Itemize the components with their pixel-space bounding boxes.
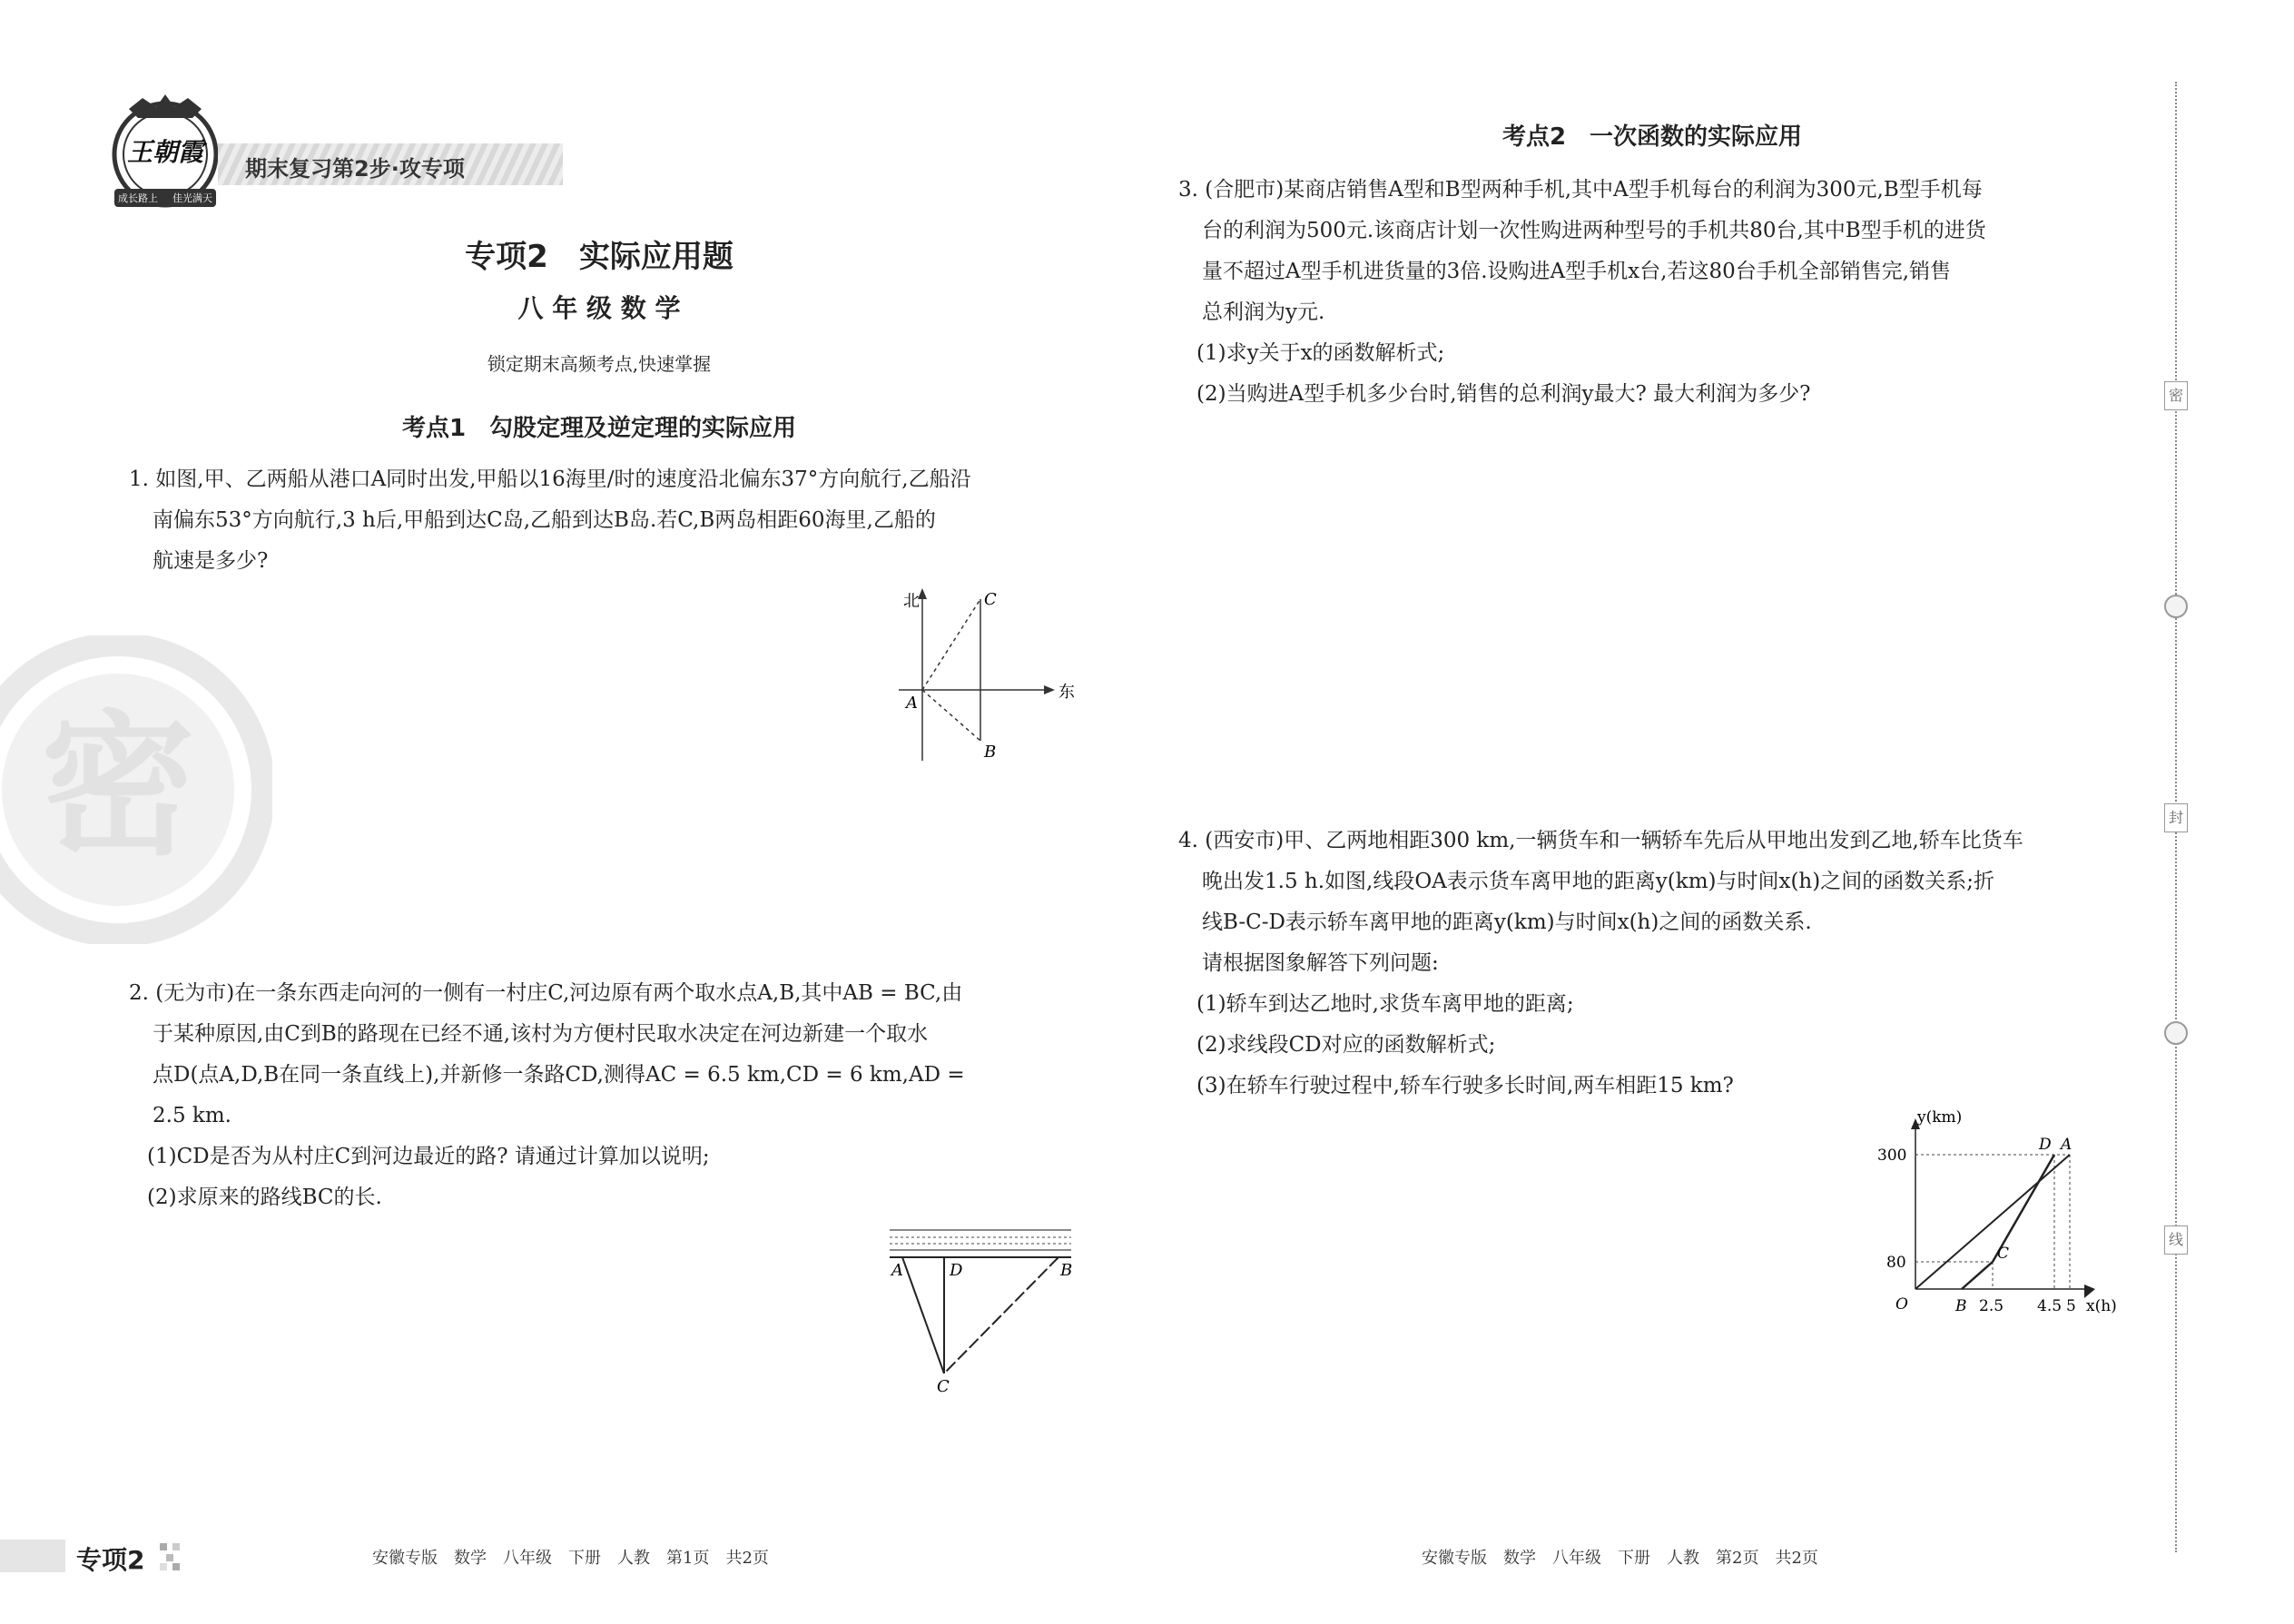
logo-motto-right: 佳光满天 [172,192,212,204]
q1-line: 1. 如图,甲、乙两船从港口A同时出发,甲船以16海里/时的速度沿北偏东37°方向航行,乙船沿 [129,468,971,491]
logo-motto-left: 成长路上 [118,192,158,204]
logo-name: 王朝霞 [126,137,203,167]
q2-line: (1)CD是否为从村庄C到河边最近的路? 请通过计算加以说明; [147,1145,710,1168]
watermark-seal [0,635,272,944]
fig2-point-b: B [1060,1261,1073,1280]
q4-line: 晚出发1.5 h.如图,线段OA表示货车离甲地的距离y(km)与时间x(h)之间的函数关系;折 [1202,870,1994,893]
graph-origin: O [1895,1295,1908,1314]
graph-point-a: A [2061,1136,2072,1154]
grade-title: 八 年 级 数 学 [517,293,681,323]
q1-figure [890,581,1089,772]
graph-x-tick-2-5: 2.5 [1979,1297,2004,1315]
section1-heading: 考点1 勾股定理及逆定理的实际应用 [401,415,797,442]
q4-line: 线B-C-D表示轿车离甲地的距离y(km)与时间x(h)之间的函数关系. [1202,910,1812,934]
q2-line: 2. (无为市)在一条东西走向河的一侧有一村庄C,河边原有两个取水点A,B,其中AB = BC,由 [129,981,963,1005]
page-title: 专项2 实际应用题 [465,239,733,275]
margin-mark-feng: 封 [2164,803,2188,832]
graph-point-c: C [1997,1245,2010,1263]
footer-badge-bar [0,1540,65,1572]
fig1-point-c: C [984,590,997,609]
banner-text: 期末复习第2步·攻专项 [245,156,465,182]
q4-line: (3)在轿车行驶过程中,轿车行驶多长时间,两车相距15 km? [1196,1074,1734,1097]
watermark-text: 密 [40,695,196,877]
q2-line: 点D(点A,D,B在同一条直线上),并新修一条路CD,测得AC = 6.5 km,CD = 6 km,AD = [153,1063,965,1087]
q4-line: 4. (西安市)甲、乙两地相距300 km,一辆货车和一辆轿车先后从甲地出发到乙地,轿车比货车 [1178,829,2023,852]
q2-line: (2)求原来的路线BC的长. [147,1186,382,1209]
graph-x-tick-4-5: 4.5 [2037,1297,2063,1315]
q3-text [1178,170,2159,415]
margin-mark-mi: 密 [2164,381,2188,410]
graph-x-label: x(h) [2086,1297,2117,1315]
header-banner [218,143,563,185]
footer-right: 安徽专版 数学 八年级 下册 人教 第2页 共2页 [1422,1549,1818,1568]
graph-y-tick-80: 80 [1886,1254,1906,1272]
tagline: 锁定期末高频考点,快速掌握 [487,353,712,375]
q3-line: 总利润为y元. [1202,300,1325,324]
q4-line: 请根据图象解答下列问题: [1202,951,1439,975]
graph-point-d: D [2039,1136,2052,1154]
binding-seal-icon [2164,1021,2188,1045]
section2-heading: 考点2 一次函数的实际应用 [1501,123,1803,151]
q2-line: 2.5 km. [153,1104,231,1127]
graph-point-b: B [1955,1297,1967,1315]
brand-logo [102,91,229,218]
q1-line: 航速是多少? [153,549,269,573]
q2-figure [881,1221,1080,1393]
footer-dots [160,1543,187,1570]
q4-graph [1861,1107,2133,1316]
q2-line: 于某种原因,由C到B的路现在已经不通,该村为方便村民取水决定在河边新建一个取水 [153,1022,929,1046]
fig1-point-a: A [906,694,918,713]
graph-y-tick-300: 300 [1877,1147,1907,1165]
q4-text [1178,821,2159,1107]
q3-line: 台的利润为500元.该商店计划一次性购进两种型号的手机共80台,其中B型手机的进货 [1202,219,1986,242]
graph-x-tick-5: 5 [2066,1297,2076,1315]
q4-line: (1)轿车到达乙地时,求货车离甲地的距离; [1196,992,1574,1016]
q3-line: (2)当购进A型手机多少台时,销售的总利润y最大? 最大利润为多少? [1196,382,1811,406]
graph-y-label: y(km) [1917,1108,1963,1127]
binding-seal-icon [2164,595,2188,618]
fig1-north-label: 北 [903,592,920,611]
fig2-point-d: D [950,1261,963,1280]
footer-badge: 专项2 [76,1545,145,1575]
fig2-point-c: C [937,1377,950,1393]
q4-line: (2)求线段CD对应的函数解析式; [1196,1033,1496,1057]
q1-text [129,459,1091,582]
fig1-east-label: 东 [1058,683,1075,702]
q1-line: 南偏东53°方向航行,3 h后,甲船到达C岛,乙船到达B岛.若C,B两岛相距60海里,乙船的 [153,508,936,532]
fig1-point-b: B [984,743,997,762]
margin-mark-xian: 线 [2164,1225,2188,1255]
q3-line: 3. (合肥市)某商店销售A型和B型两种手机,其中A型手机每台的利润为300元,B型手机每 [1178,178,1983,202]
q3-line: 量不超过A型手机进货量的3倍.设购进A型手机x台,若这80台手机全部销售完,销售 [1202,260,1952,283]
fig2-point-a: A [891,1261,903,1280]
q3-line: (1)求y关于x的函数解析式; [1196,341,1445,365]
q2-text [129,973,1091,1218]
footer-left: 安徽专版 数学 八年级 下册 人教 第1页 共2页 [372,1549,769,1568]
